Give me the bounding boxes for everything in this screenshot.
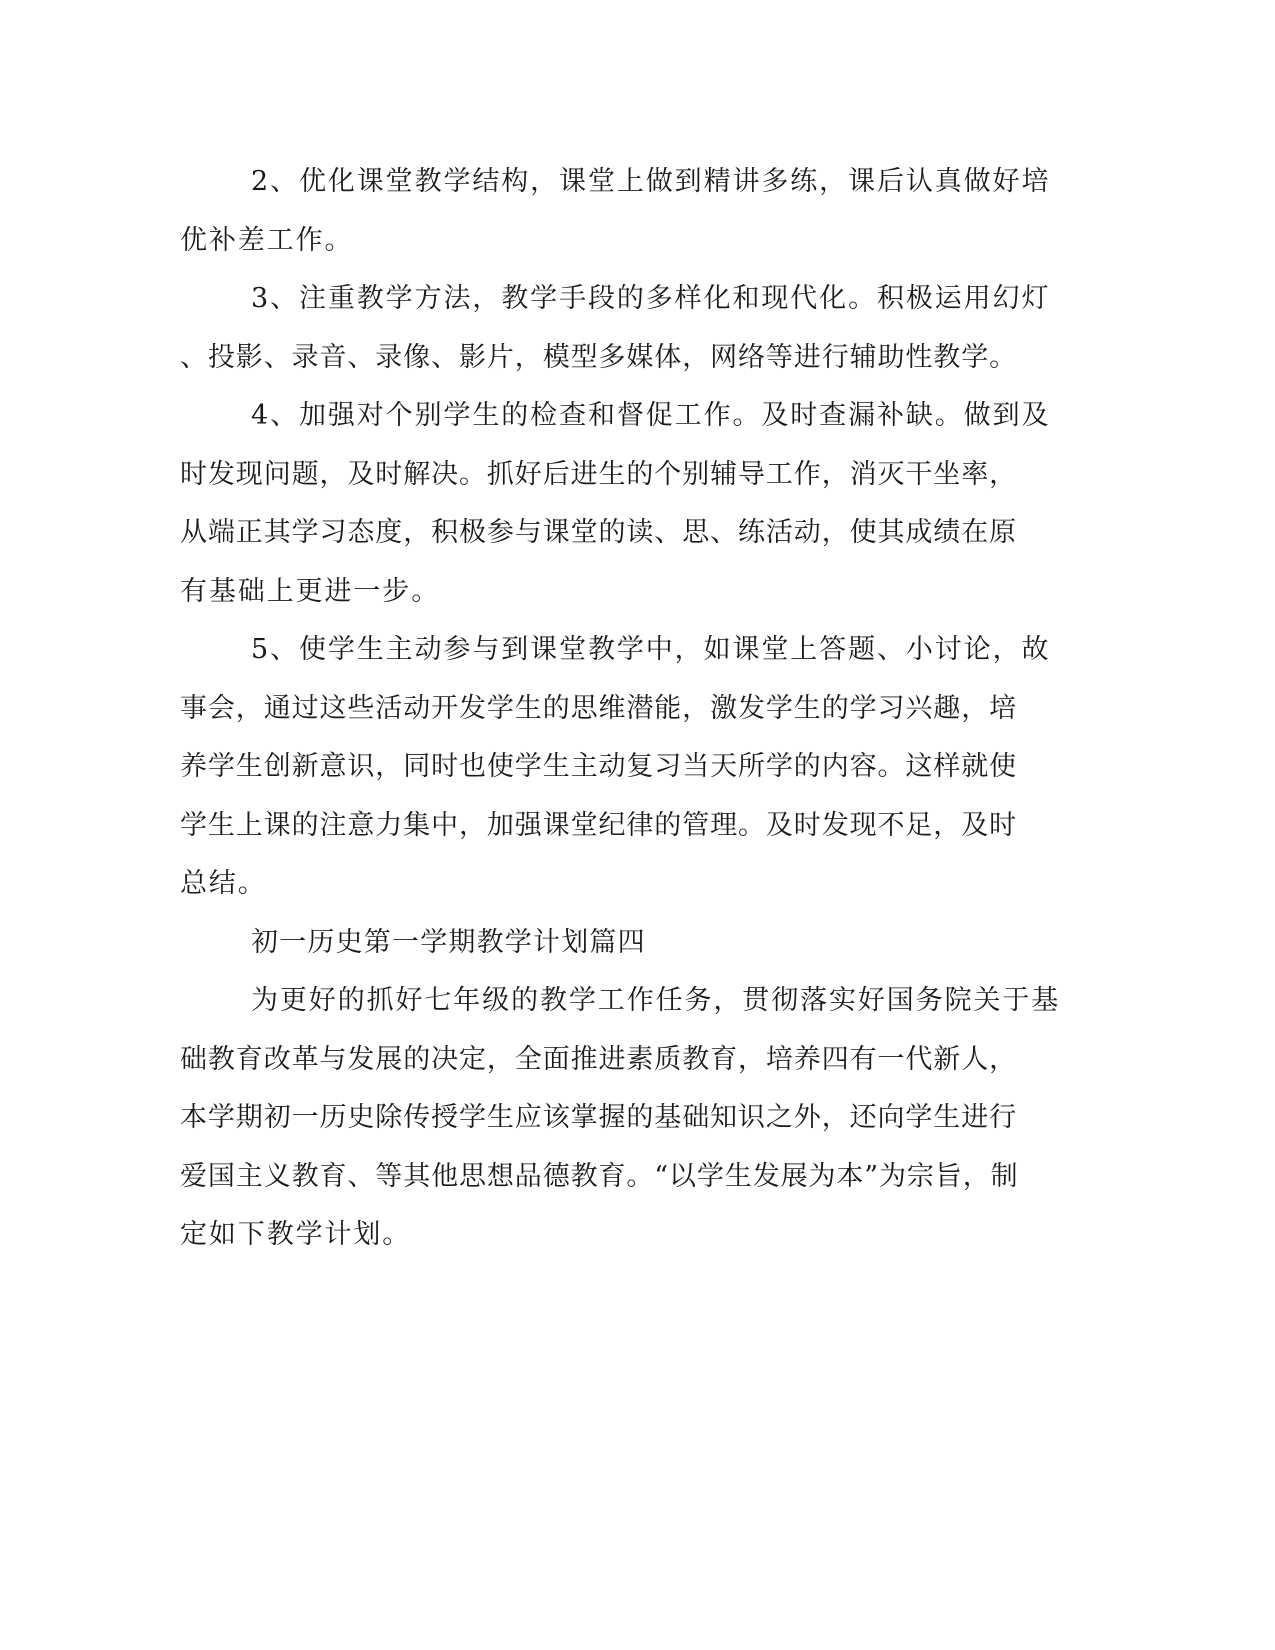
paragraph-5-line-3: 养学生创新意识，同时也使学生主动复习当天所学的内容。这样就使 [180,751,1017,782]
paragraph-3-line-1: 3、注重教学方法，教学手段的多样化和现代化。积极运用幻灯 [251,283,1051,314]
paragraph-intro-line-2: 础教育改革与发展的决定，全面推进素质教育，培养四有一代新人， [180,1044,1017,1075]
paragraph-4-line-3: 从端正其学习态度，积极参与课堂的读、思、练活动，使其成绩在原 [180,517,1017,548]
paragraph-3-line-2: 、投影、录音、录像、影片，模型多媒体，网络等进行辅助性教学。 [180,342,1017,373]
paragraph-4-line-4: 有基础上更进一步。 [180,576,441,607]
section-heading: 初一历史第一学期教学计划篇四 [251,927,646,958]
paragraph-5-line-1: 5、使学生主动参与到课堂教学中，如课堂上答题、小讨论，故 [251,634,1051,665]
paragraph-2-line-2: 优补差工作。 [180,225,354,256]
paragraph-5-line-5: 总结。 [180,868,267,899]
paragraph-4-line-2: 时发现问题，及时解决。抓好后进生的个别辅导工作，消灭干坐率， [180,459,1017,490]
paragraph-intro-line-4: 爱国主义教育、等其他思想品德教育。“以学生发展为本”为宗旨，制 [180,1161,1019,1192]
paragraph-4-line-1: 4、加强对个别学生的检查和督促工作。及时查漏补缺。做到及 [251,400,1051,431]
paragraph-5-line-4: 学生上课的注意力集中，加强课堂纪律的管理。及时发现不足，及时 [180,810,1017,841]
paragraph-intro-line-3: 本学期初一历史除传授学生应该掌握的基础知识之外，还向学生进行 [180,1102,1017,1133]
paragraph-2-line-1: 2、优化课堂教学结构，课堂上做到精讲多练，课后认真做好培 [251,166,1051,197]
paragraph-5-line-2: 事会，通过这些活动开发学生的思维潜能，激发学生的学习兴趣，培 [180,693,1017,724]
paragraph-intro-line-1: 为更好的抓好七年级的教学工作任务，贯彻落实好国务院关于基 [251,985,1061,1016]
paragraph-intro-line-5: 定如下教学计划。 [180,1219,412,1250]
